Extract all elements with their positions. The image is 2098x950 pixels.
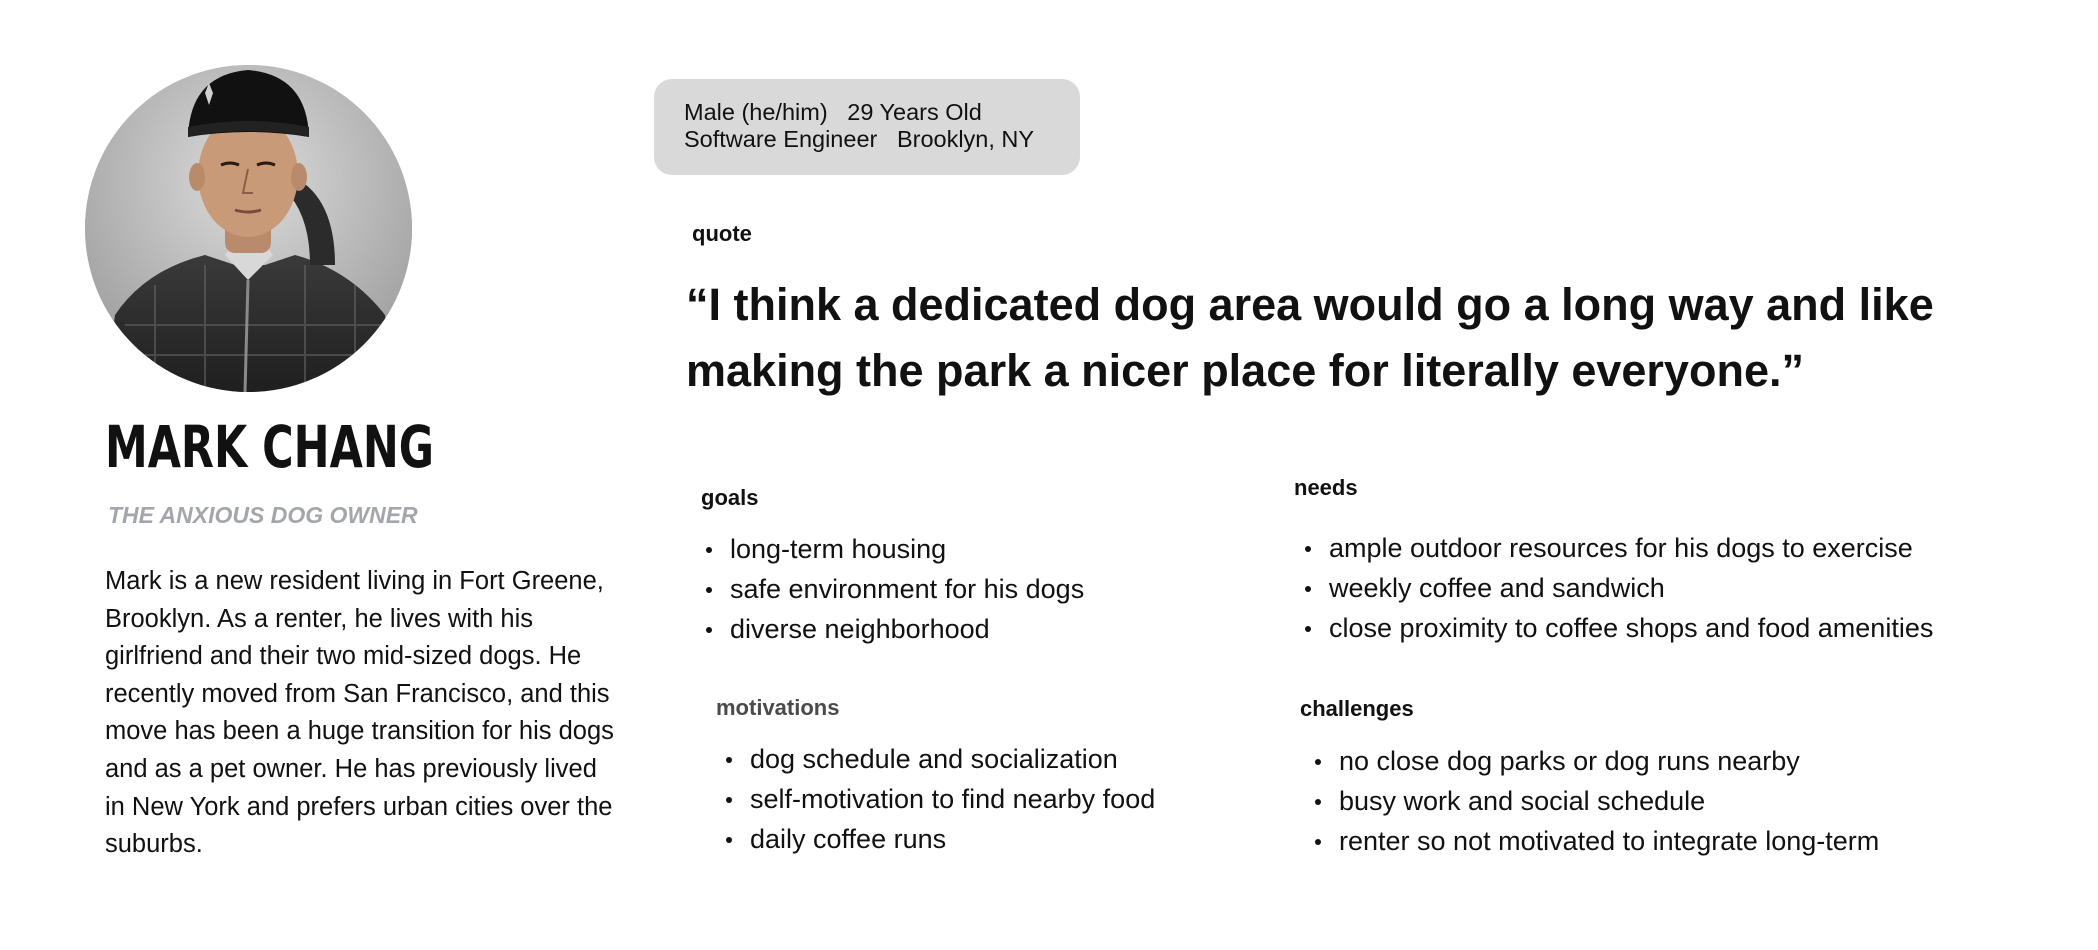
goals-label: goals [701, 485, 759, 510]
needs-label: needs [1294, 475, 1358, 500]
occupation-text: Software Engineer [684, 126, 878, 152]
persona-bio: Mark is a new resident living in Fort Greene, Brooklyn. As a renter, he lives with his girlfriend and their two mid-sized dogs. He recently moved from San Francisco, and this move has been a huge transition for his dogs and as a pet owner. He has previously lived in New York and prefers urban cities over the suburbs. [105, 567, 614, 859]
age-text: 29 Years Old [847, 99, 982, 125]
list-item: weekly coffee and sandwich [1299, 568, 1933, 608]
demographics-line-2 [684, 126, 1080, 153]
quote-text: “I think a dedicated dog area would go a long way and like making the park a nicer place for literally everyone.” [686, 279, 1934, 396]
challenges-label: challenges [1300, 696, 1414, 721]
gender-text: Male (he/him) [684, 99, 828, 125]
portrait-photo-icon [85, 65, 412, 392]
list-item: dog schedule and socialization [720, 739, 1155, 779]
list-item: renter so not motivated to integrate long-term [1309, 821, 1879, 861]
challenges-list [1309, 741, 1879, 861]
list-item: safe environment for his dogs [700, 569, 1084, 609]
list-item: self-motivation to find nearby food [720, 779, 1155, 819]
motivations-list [720, 739, 1155, 859]
location-text: Brooklyn, NY [896, 126, 1035, 152]
list-item: ample outdoor resources for his dogs to exercise [1299, 528, 1933, 568]
list-item: close proximity to coffee shops and food amenities [1299, 608, 1933, 648]
list-item: daily coffee runs [720, 819, 1155, 859]
motivations-label: motivations [716, 695, 840, 720]
list-item: busy work and social schedule [1309, 781, 1879, 821]
persona-name: MARK CHANG [105, 413, 434, 481]
demographics-line-1 [684, 99, 1080, 126]
needs-list [1299, 528, 1933, 648]
avatar [85, 65, 412, 392]
list-item: no close dog parks or dog runs nearby [1309, 741, 1879, 781]
goals-list [700, 529, 1084, 649]
quote-label: quote [692, 221, 752, 246]
persona-archetype: THE ANXIOUS DOG OWNER [108, 502, 418, 528]
demographics-box [654, 79, 1080, 175]
list-item: long-term housing [700, 529, 1084, 569]
list-item: diverse neighborhood [700, 609, 1084, 649]
